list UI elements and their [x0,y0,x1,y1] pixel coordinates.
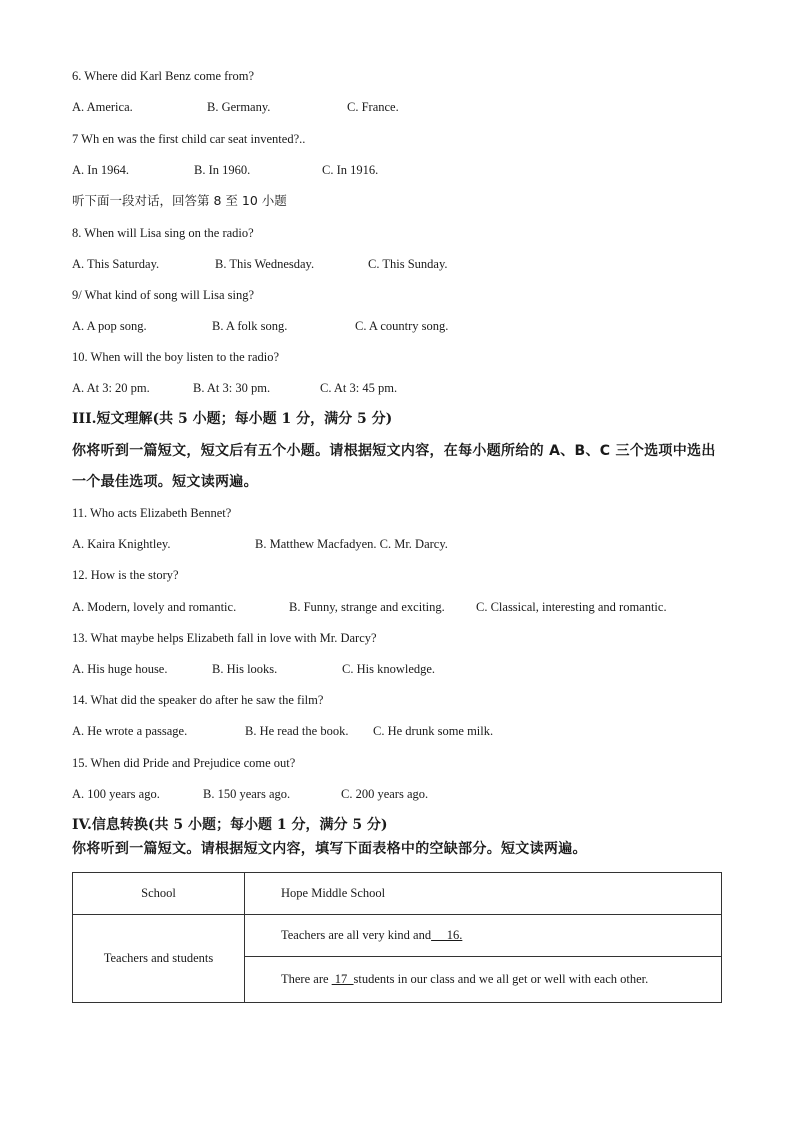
option-a[interactable]: A. In 1964. [72,163,129,177]
section-4-instruction: 你将听到一篇短文。请根据短文内容，填写下面表格中的空缺部分。短文读两遍。 [72,841,587,857]
option-c[interactable]: C. At 3: 45 pm. [320,381,398,395]
table-row [73,915,722,957]
option-b[interactable]: B. This Wednesday. [215,257,315,271]
option-c[interactable]: C. In 1916. [322,163,379,177]
section-3-instruction: 你将听到一篇短文，短文后有五个小题。请根据短文内容，在每小题所给的 A、B、C 三个选项中选出一个最佳选项。短文读两遍。 [72,443,716,490]
option-c[interactable]: C. He drunk some milk. [373,724,494,738]
option-a[interactable]: A. His huge house. [72,662,168,676]
option-c[interactable]: C. His knowledge. [342,662,436,676]
option-b[interactable]: B. His looks. [212,662,278,676]
option-a[interactable]: A. This Saturday. [72,257,160,271]
question-14: 14. What did the speaker do after he saw the film? [72,693,324,707]
question-13: 13. What maybe helps Elizabeth fall in love with Mr. Darcy? [72,631,377,645]
question-12: 12. How is the story? [72,568,179,582]
question-6: 6. Where did Karl Benz come from? [72,69,254,83]
info-table [72,872,722,1003]
teachers-line-text: Teachers are all very kind and [281,928,432,942]
option-b[interactable]: B. 150 years ago. [203,787,291,801]
teachers-students-label: Teachers and students [73,915,245,1003]
question-10: 10. When will the boy listen to the radio? [72,350,280,364]
question-15: 15. When did Pride and Prejudice come out? [72,756,296,770]
option-c[interactable]: C. Classical, interesting and romantic. [476,600,667,614]
school-label: School [73,873,245,915]
option-b[interactable]: B. Germany. [207,100,271,114]
option-b-c[interactable]: B. Matthew Macfadyen. C. Mr. Darcy. [255,537,448,551]
option-a[interactable]: A. At 3: 20 pm. [72,381,150,395]
teachers-line [245,915,722,957]
question-8: 8. When will Lisa sing on the radio? [72,226,254,240]
option-b[interactable]: B. A folk song. [212,319,288,333]
option-b[interactable]: B. He read the book. [245,724,349,738]
students-line [245,957,722,1003]
option-c[interactable]: C. A country song. [355,319,449,333]
blank-16[interactable]: 16. [431,928,463,942]
option-a[interactable]: A. He wrote a passage. [72,724,188,738]
question-7: 7 Wh en was the first child car seat invented?.. [72,132,306,146]
option-a[interactable]: A. America. [72,100,133,114]
option-c[interactable]: C. France. [347,100,399,114]
option-a[interactable]: A. 100 years ago. [72,787,160,801]
option-b[interactable]: B. In 1960. [194,163,251,177]
section-3-heading: III.短文理解(共 5 小题；每小题 1 分，满分 5 分) [72,411,393,427]
students-line-suffix: students in our class and we all get or well with each other. [353,972,649,986]
students-line-prefix: There are [281,972,332,986]
option-b[interactable]: B. Funny, strange and exciting. [289,600,445,614]
section-4-heading: IV.信息转换(共 5 小题；每小题 1 分，满分 5 分) [72,817,388,833]
option-b[interactable]: B. At 3: 30 pm. [193,381,271,395]
table-row [73,873,722,915]
option-c[interactable]: C. This Sunday. [368,257,448,271]
option-a[interactable]: A. Modern, lovely and romantic. [72,600,237,614]
option-c[interactable]: C. 200 years ago. [341,787,429,801]
school-value: Hope Middle School [245,873,722,915]
dialog-instruction: 听下面一段对话，回答第 8 至 10 小题 [72,193,287,208]
blank-17[interactable]: 17 [331,972,354,986]
option-a[interactable]: A. A pop song. [72,319,147,333]
option-a[interactable]: A. Kaira Knightley. [72,537,171,551]
question-9: 9/ What kind of song will Lisa sing? [72,288,255,302]
question-11: 11. Who acts Elizabeth Bennet? [72,506,232,520]
